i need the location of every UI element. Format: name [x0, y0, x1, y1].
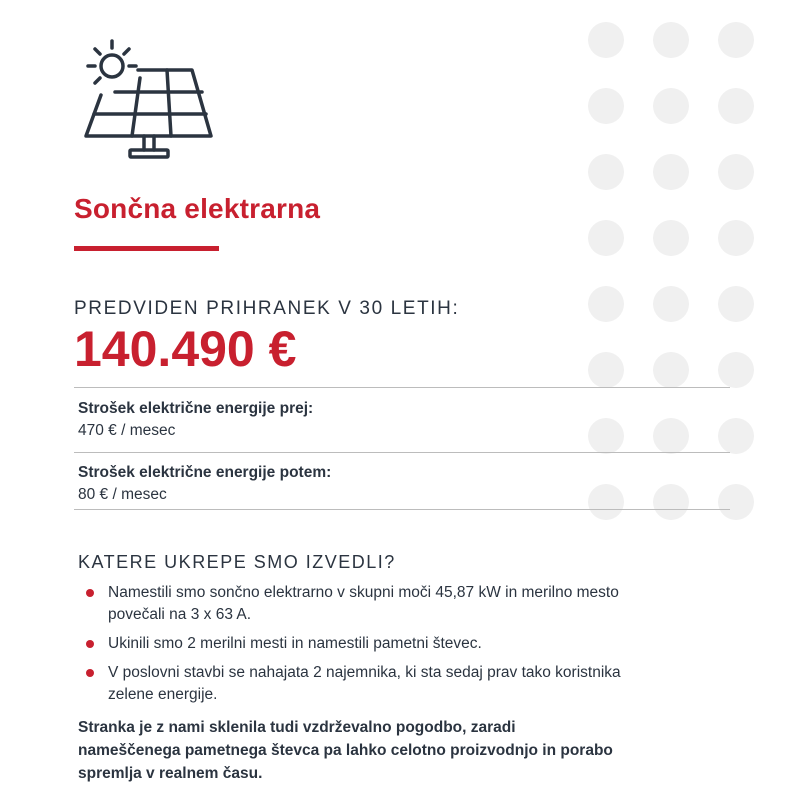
savings-label: PREDVIDEN PRIHRANEK V 30 LETIH:: [74, 298, 460, 319]
footer-line: spremlja v realnem času.: [78, 765, 263, 782]
decorative-dot: [588, 286, 624, 322]
separator: [74, 509, 730, 510]
decorative-dot: [588, 418, 624, 454]
decorative-dot: [718, 88, 754, 124]
decorative-dot: [588, 220, 624, 256]
bullet-dot-icon: [86, 589, 94, 597]
decorative-dot: [718, 286, 754, 322]
separator: [74, 452, 730, 453]
decorative-dot: [588, 352, 624, 388]
decorative-dot: [588, 88, 624, 124]
decorative-dot: [653, 418, 689, 454]
list-item-line: povečali na 3 x 63 A.: [108, 606, 252, 623]
decorative-dot: [588, 154, 624, 190]
bullet-dot-icon: [86, 669, 94, 677]
decorative-dot: [718, 154, 754, 190]
decorative-dot: [588, 484, 624, 520]
decorative-dot: [718, 220, 754, 256]
list-item-line: Ukinili smo 2 merilni mesti in namestili pametni števec.: [108, 635, 482, 652]
decorative-dot: [653, 220, 689, 256]
decorative-dot: [718, 418, 754, 454]
solar-panel-icon: [74, 30, 224, 162]
decorative-dot: [718, 352, 754, 388]
decorative-dot-grid: [588, 22, 768, 522]
page-title: Sončna elektrarna: [74, 193, 321, 224]
list-item-line: Namestili smo sončno elektrarno v skupni moči 45,87 kW in merilno mesto: [108, 584, 619, 601]
list-item-line: V poslovni stavbi se nahajata 2 najemnika, ki sta sedaj prav tako koristnika: [108, 664, 621, 681]
decorative-dot: [653, 352, 689, 388]
decorative-dot: [653, 286, 689, 322]
savings-value: 140.490 €: [74, 321, 297, 377]
cost-after-value: 80 € / mesec: [78, 486, 167, 503]
list-item: [86, 633, 726, 655]
title-underline: [74, 246, 219, 251]
footer-line: nameščenega pametnega števca pa lahko celotno proizvodnjo in porabo: [78, 742, 613, 759]
decorative-dot: [653, 22, 689, 58]
footer-line: Stranka je z nami sklenila tudi vzdrževalno pogodbo, zaradi: [78, 719, 516, 736]
decorative-dot: [718, 22, 754, 58]
list-item-line: zelene energije.: [108, 686, 218, 703]
measures-list: [86, 582, 726, 713]
separator: [74, 387, 730, 388]
measures-heading: KATERE UKREPE SMO IZVEDLI?: [78, 552, 396, 572]
cost-before-value: 470 € / mesec: [78, 422, 176, 439]
bullet-dot-icon: [86, 640, 94, 648]
cost-before-label: Strošek električne energije prej:: [78, 400, 314, 417]
list-item: [86, 582, 726, 626]
list-item: [86, 662, 726, 706]
decorative-dot: [653, 154, 689, 190]
footer-note: [78, 716, 738, 785]
decorative-dot: [653, 88, 689, 124]
decorative-dot: [653, 484, 689, 520]
decorative-dot: [718, 484, 754, 520]
decorative-dot: [588, 22, 624, 58]
cost-after-label: Strošek električne energije potem:: [78, 464, 332, 481]
